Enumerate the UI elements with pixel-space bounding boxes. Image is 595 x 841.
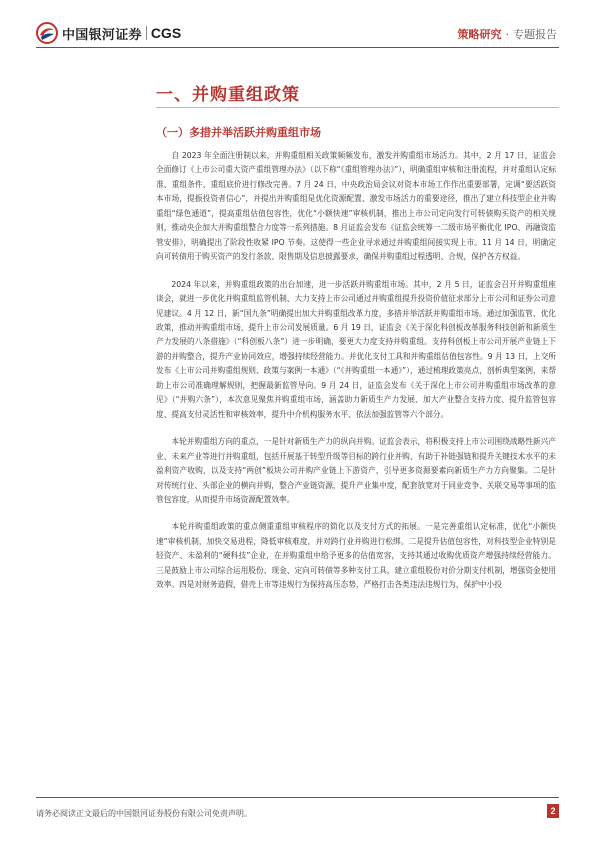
page-header xyxy=(0,0,595,48)
logo-divider xyxy=(146,26,147,40)
header-separator: · xyxy=(505,28,509,41)
body-text xyxy=(156,149,556,606)
footer-divider xyxy=(36,797,559,798)
page-number: 2 xyxy=(547,804,559,818)
paragraph: 本轮并购重组政策的重点侧重重组审核程序的简化以及支付方式的拓展。一是完善重组认定标准，优化“小额快速”审核机制，加快交易进程，降低审核难度，并对跨行业并购进行松绑。二是提升估值包容性，对科技型企业特别是轻资产、未盈利的“硬科技”企业，在并购重组中给予更多的估值宽容，支持其通过收购优质资产增强持续经营能力。三是鼓励上市公司综合运用股份、现金、定向可转债等多种支付工具，建立重组股份对价分期支付机制，增强资金使用效率。四是对财务造假、借壳上市等违规行为保持高压态势，严格打击各类违法违规行为，保护中小投 xyxy=(156,522,556,590)
page-footer xyxy=(36,797,559,827)
paragraph: 自 2023 年全面注册制以来，并购重组相关政策频频发布，激发并购重组市场活力。其中，2 月 17 日，证监会全面修订《上市公司重大资产重组管理办法》（以下称“《重组管理办法》”），明确重组审核和注册流程，并对重组认定标准、重组条件、重组底价进行修改完善。7 月 24 日，中央政治局会议对资本市场工作作出重要部署，定调“要活跃资本市场，提振投资者信心”，并提出并购重组是优化资源配置、激发市场活力的重要途径，推出了建立科技型企业并购重组“绿色通道”，提高重组估值包容性，优化“小额快速”审核机制，推出上市公司定向发行可转债购买资产的相关规则，推动央企加大并购重组整合力度等一系列措施。8 月证监会发布《证监会统筹一二级市场平衡优化 IPO、再融资监管安排》，明确提出了阶段性收紧 IPO 节奏。这使得一些企业寻求通过并购重组间接实现上市。11 月 14 日，明确定向可转债用于购买资产的发行条款、限售期及信息披露要求，确保并购重组过程透明、合规，保护各方权益。 xyxy=(156,151,557,262)
report-type-label xyxy=(458,26,558,42)
cgs-logo-icon xyxy=(36,22,58,44)
logo-text-en: CGS xyxy=(150,25,182,41)
paragraph: 2024 年以来，并购重组政策的出台加速，进一步活跃并购重组市场。其中，2 月 5 日，证监会召开并购重组座谈会，就进一步优化并购重组监管机制、大力支持上市公司通过并购重组提升投资价值征求部分上市公司和证券公司意见建议。4 月 12 日，新“国九条”明确提出加大并购重组改革力度，多措并举活跃并购重组市场。通过加强监管、优化政策，推动并购重组市场，提升上市公司发展质量。6 月 19 日，证监会《关于深化科创板改革服务科技创新和新质生产力发展的八条措施》（“科创板八条”）进一步明确，要更大力度支持并购重组。支持科创板上市公司开展产业链上下游的并购整合，提升产业协同效应，增强持续经营能力。并优化支付工具和并购重组估值包容性。9 月 13 日，上交所发布《上市公司并购重组规则、政策与案例一本通》（“《并购重组一本通》”），通过梳理政策亮点，剖析典型案例，来帮助上市公司准确理解规则，把握最新监管导向。9 月 24 日，证监会发布《关于深化上市公司并购重组市场改革的意见》（“并购六条”），本次意见聚焦并购重组市场，涵盖助力新质生产力发展、加大产业整合支持力度、提升监管包容度、提高支付灵活性和审核效率，提升中介机构服务水平、依法加强监管等六个部分。 xyxy=(156,279,557,419)
paragraph: 本轮并购重组方向的重点，一是针对新质生产力的纵向并购。证监会表示，将积极支持上市公司围绕战略性新兴产业、未来产业等进行并购重组，包括开展基于转型升级等目标的跨行业并购、有助于补链强链和提升关键技术水平的未盈利资产收购，以及支持“两创”板块公司并购产业链上下游资产，引导更多资源要素向新质生产力方向聚集。二是针对传统行业、头部企业的横向并购，整合产业链资源，提升产业集中度，配套放宽对于同业竞争、关联交易等事项的监管包容度，从而提升市场资源配置效率。 xyxy=(156,437,556,504)
report-category: 策略研究 xyxy=(457,28,502,41)
logo-text-cn: 中国银河证券 xyxy=(62,27,142,43)
subsection-title: （一）多措并举活跃并购重组市场 xyxy=(156,126,321,139)
report-kind: 专题报告 xyxy=(513,28,557,41)
header-divider xyxy=(36,47,559,48)
disclaimer-text: 请务必阅读正文最后的中国银河证券股份有限公司免责声明。 xyxy=(36,809,252,818)
company-logo xyxy=(36,22,181,44)
section-divider xyxy=(156,107,559,108)
section-title: 一、并购重组政策 xyxy=(156,85,300,105)
